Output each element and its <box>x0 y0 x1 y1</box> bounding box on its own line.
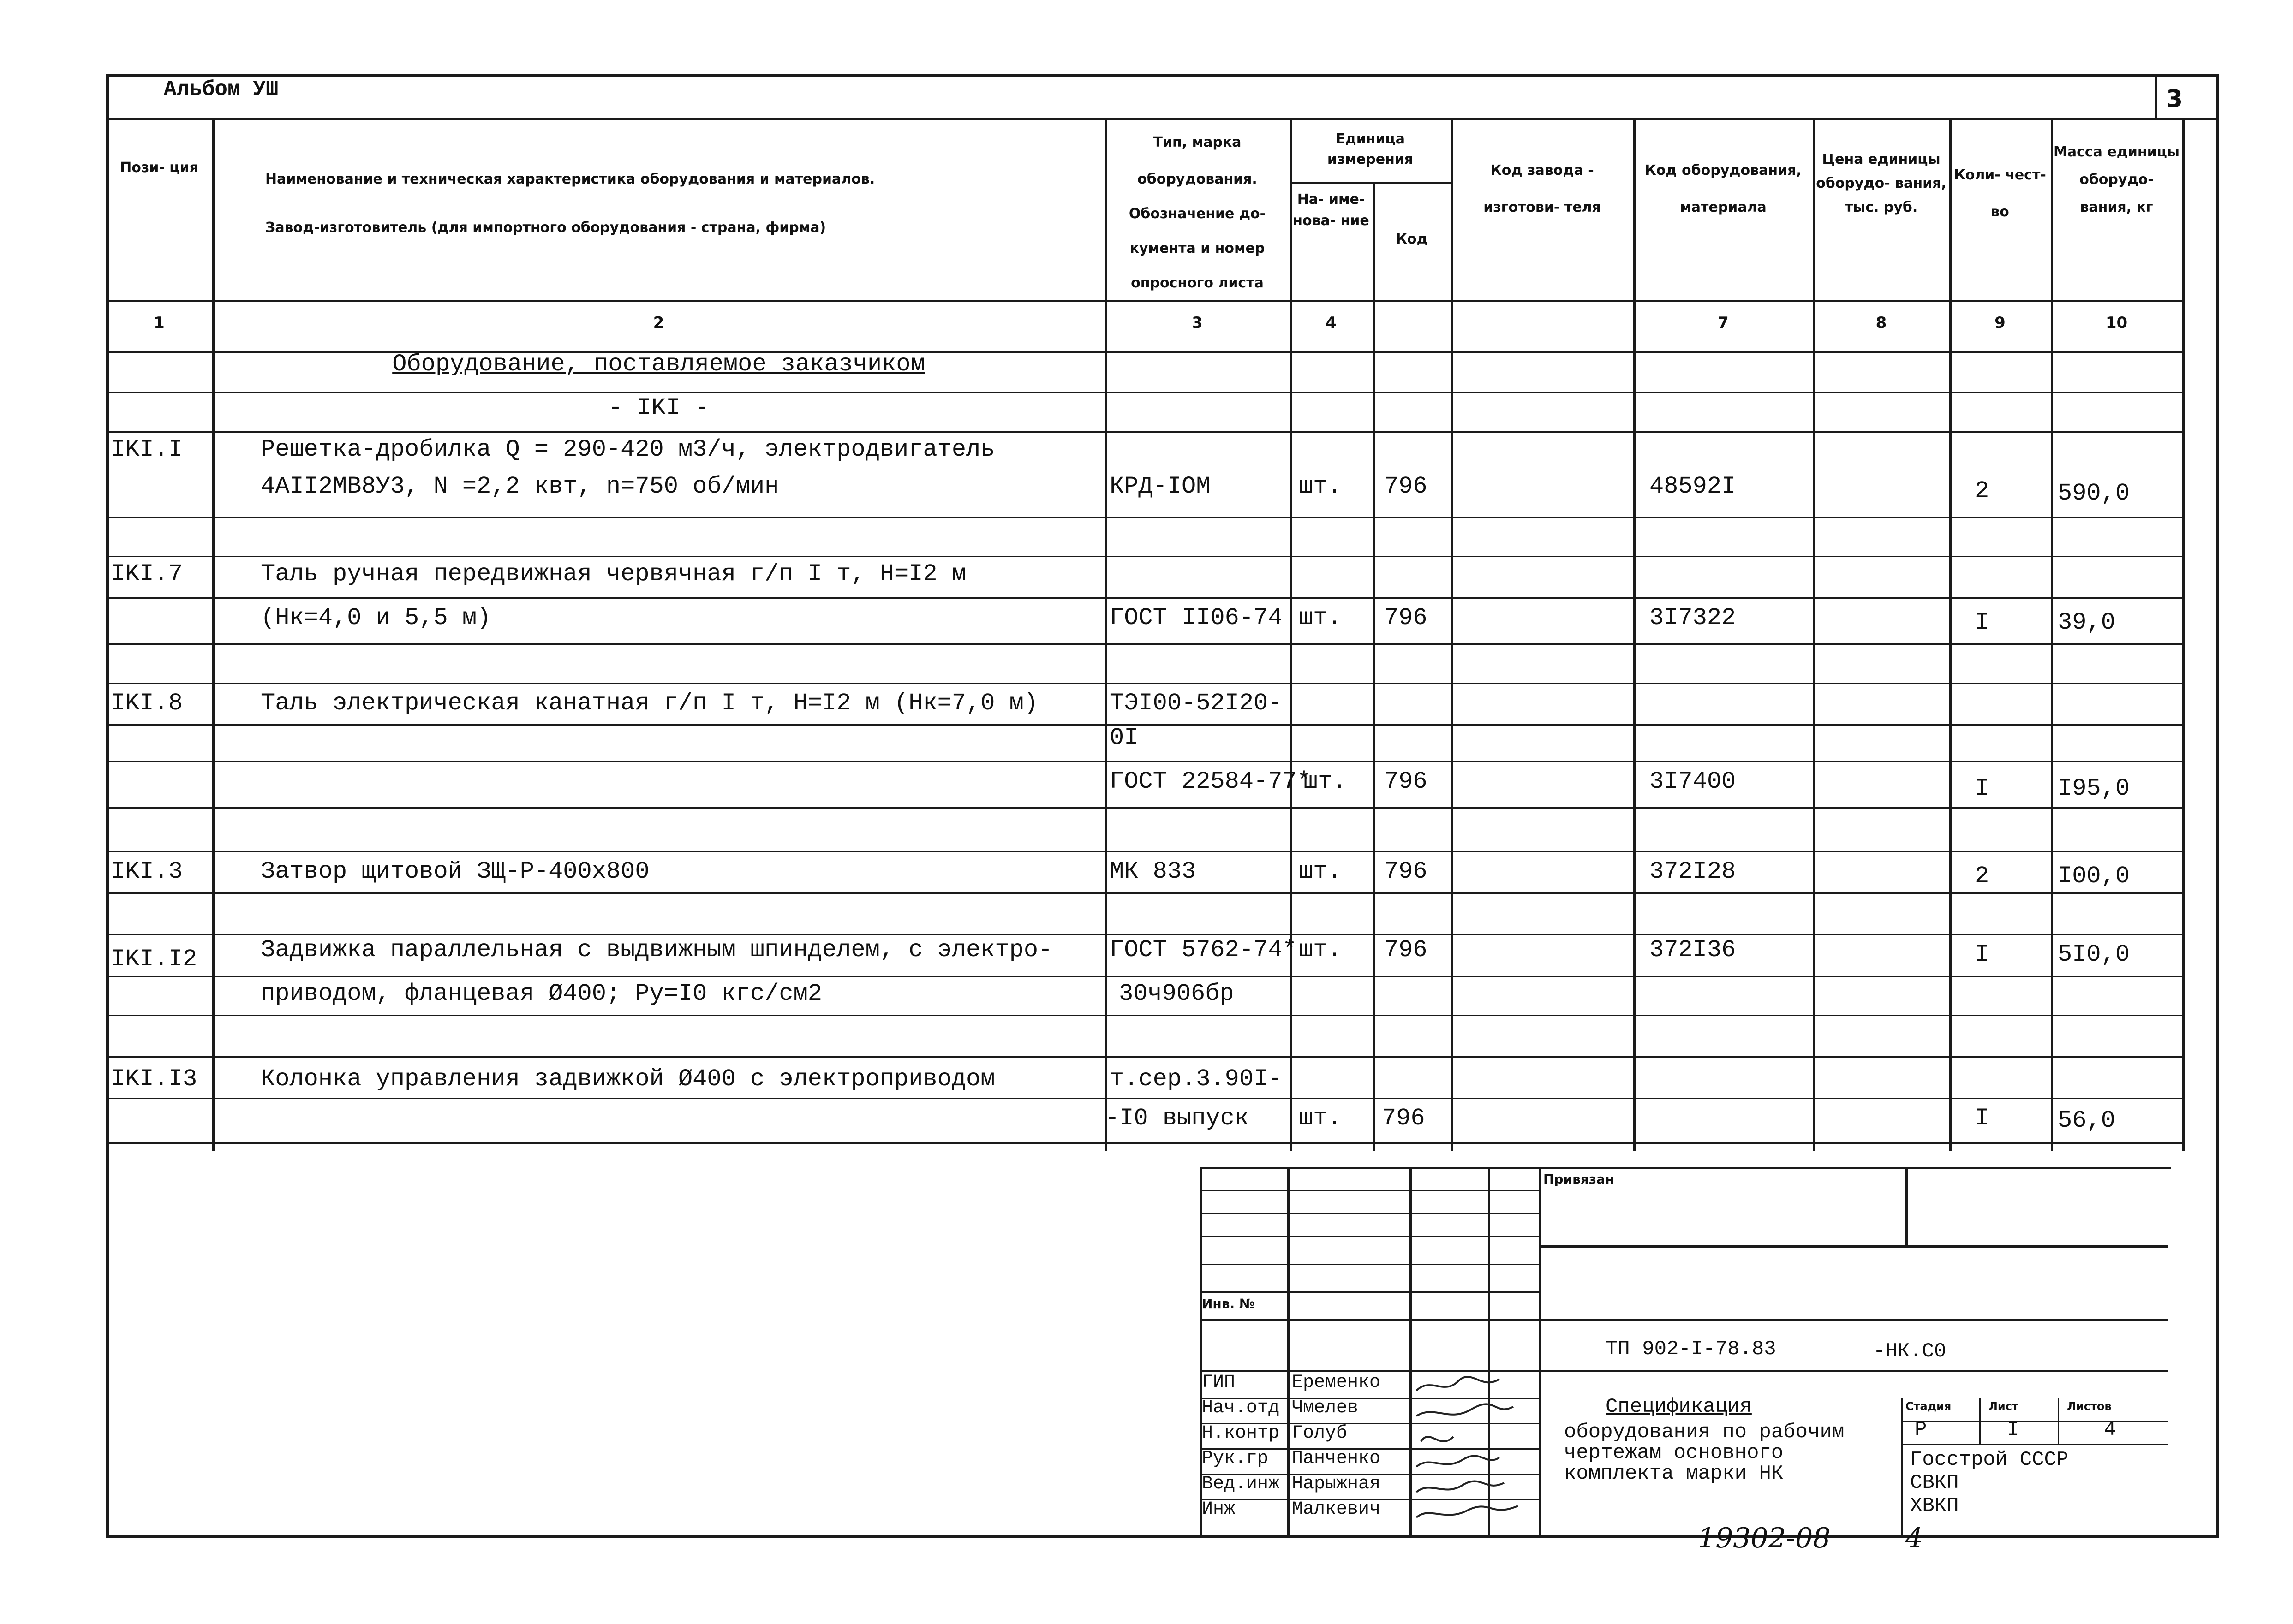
header-quantity: Коли- чест- во <box>1954 167 2046 220</box>
col-line-5 <box>1451 118 1453 1151</box>
row-line <box>106 807 2182 809</box>
stamp-col-line <box>1979 1398 1981 1444</box>
row-position: IKI.I2 <box>111 946 197 973</box>
stamp-privyazan: Привязан <box>1543 1172 1614 1187</box>
stamp-name: Панченко <box>1292 1448 1381 1469</box>
row-unit: шт. <box>1303 768 1347 795</box>
row-type: МК 833 <box>1110 858 1196 885</box>
row-unit-code: 796 <box>1384 768 1427 795</box>
stamp-name: Голуб <box>1292 1423 1348 1444</box>
row-unit-code: 796 <box>1382 1105 1425 1132</box>
row-unit-code: 796 <box>1384 858 1427 885</box>
row-mass: 56,0 <box>2058 1107 2115 1134</box>
row-type: ГОСТ 5762-74* <box>1110 936 1297 964</box>
row-type-line3: ГОСТ 22584-77* <box>1110 768 1311 795</box>
row-line <box>106 1015 2182 1016</box>
row-line <box>106 597 2182 599</box>
row-type: ГОСТ II06-74 <box>1110 604 1283 631</box>
row-line <box>106 892 2182 894</box>
header-type-line5: опросного листа <box>1131 275 1264 291</box>
row-quantity: 2 <box>1975 477 1989 505</box>
stamp-row-line <box>1200 1213 1539 1214</box>
stamp-role: Н.контр <box>1202 1423 1280 1444</box>
stamp-sheets: 4 <box>2104 1418 2116 1441</box>
footer-page-number: 4 <box>1905 1522 1923 1554</box>
colnum-10: 10 <box>2105 314 2128 332</box>
colnum-3: 3 <box>1192 314 1203 332</box>
stamp-inv-number: Инв. № <box>1202 1296 1255 1311</box>
row-line <box>106 1056 2182 1058</box>
row-unit: шт. <box>1299 473 1342 500</box>
row-line <box>106 683 2182 684</box>
row-type: КРД-IOM <box>1110 473 1211 500</box>
row-name-line2: приводом, фланцевая Ø400; Ру=I0 кгс/см2 <box>261 980 822 1007</box>
stamp-stage-label: Стадия <box>1905 1400 1952 1413</box>
row-name-line1: Колонка управления задвижкой Ø400 с электроприводом <box>261 1065 995 1093</box>
header-mass: Масса единицы оборудо- вания, кг <box>2053 144 2180 215</box>
stamp-role: Вед.инж <box>1202 1474 1280 1494</box>
header-type-line4: кумента и номер <box>1129 240 1265 256</box>
row-mass: I95,0 <box>2058 775 2130 802</box>
stamp-name: Еременко <box>1292 1372 1381 1393</box>
row-quantity: I <box>1975 609 1989 636</box>
row-position: IKI.7 <box>111 560 183 588</box>
row-position: IKI.8 <box>111 690 183 717</box>
row-mass: 5I0,0 <box>2058 941 2130 968</box>
row-name-line2: 4AII2MB8У3, N =2,2 квт, n=750 об/мин <box>261 473 779 500</box>
stamp-sheet: I <box>2007 1418 2019 1441</box>
header-position: Пози- ция <box>120 160 198 176</box>
row-mass: 39,0 <box>2058 609 2115 636</box>
colnum-2: 2 <box>653 314 664 332</box>
colnum-4: 4 <box>1326 314 1337 332</box>
stamp-role: ГИП <box>1202 1372 1236 1393</box>
sheet-number-divider <box>2155 74 2157 120</box>
stamp-org-line3: ХВКП <box>1910 1494 1959 1517</box>
row-equipment-code: 3I7322 <box>1649 604 1736 631</box>
colnum-1: 1 <box>154 314 165 332</box>
row-quantity: I <box>1975 775 1989 802</box>
header-type-line2: оборудования. <box>1137 171 1257 187</box>
row-unit-code: 796 <box>1384 473 1427 500</box>
row-line <box>106 761 2182 762</box>
row-unit-code: 796 <box>1384 936 1427 964</box>
stamp-row-line <box>1200 1236 1539 1237</box>
stamp-name: Нарыжная <box>1292 1474 1381 1494</box>
stamp-row-line <box>1200 1264 1539 1265</box>
stamp-name: Малкевич <box>1292 1499 1381 1520</box>
col-line-1 <box>212 118 215 1151</box>
stamp-doc-suffix: -НК.С0 <box>1873 1340 1947 1363</box>
stamp-org-line1: Госстрой СССР <box>1910 1448 2069 1471</box>
stamp-sheet-label: Лист <box>1988 1400 2018 1413</box>
row-name-line1: Таль ручная передвижная червячная г/п I т, Н=I2 м <box>261 560 967 588</box>
header-unit-name: На- име- нова- ние <box>1293 191 1369 229</box>
footer-archive-number: 19302-08 <box>1698 1522 1831 1554</box>
stamp-col-line <box>1905 1167 1908 1245</box>
album-label: Альбом УШ <box>164 77 279 101</box>
stamp-col-line <box>1287 1167 1290 1536</box>
row-name-line1: Задвижка параллельная с выдвижным шпинделем, с электро- <box>261 936 1053 964</box>
row-unit: шт. <box>1299 858 1342 885</box>
stamp-role: Инж <box>1202 1499 1236 1520</box>
row-line <box>106 517 2182 518</box>
row-name-line1: Таль электрическая канатная г/п I т, Н=I2 м (Нк=7,0 м) <box>261 690 1039 717</box>
header-name-line2: Завод-изготовитель (для импортного оборудования - страна, фирма) <box>265 220 826 236</box>
row-line <box>106 1098 2182 1099</box>
row-position: IKI.I3 <box>111 1065 197 1093</box>
section-title: Оборудование, поставляемое заказчиком <box>392 351 925 378</box>
row-line <box>106 851 2182 852</box>
header-unit-code: Код <box>1396 231 1428 247</box>
row-line <box>106 392 2182 393</box>
stamp-col-line <box>1539 1167 1541 1536</box>
header-unit-group: Единица измерения <box>1327 131 1414 167</box>
table-bottom-line <box>106 1142 2182 1144</box>
stamp-title-line1: Спецификация <box>1606 1395 1752 1418</box>
row-equipment-code: 3I7400 <box>1649 768 1736 795</box>
stamp-row-line <box>1200 1190 1539 1191</box>
row-position: IKI.I <box>111 436 183 463</box>
row-type-line1: т.сер.3.90I- <box>1110 1065 1283 1093</box>
stamp-title-line2: оборудования по рабочим <box>1564 1421 1845 1444</box>
row-unit: шт. <box>1299 936 1342 964</box>
header-name-line1: Наименование и техническая характеристика оборудования и материалов. <box>265 171 875 187</box>
row-position: IKI.3 <box>111 858 183 885</box>
row-equipment-code: 372I28 <box>1649 858 1736 885</box>
row-name-line1: Затвор щитовой ЗЩ-Р-400х800 <box>261 858 650 885</box>
row-name-line2: (Нк=4,0 и 5,5 м) <box>261 604 491 631</box>
col-line-9 <box>2051 118 2053 1151</box>
stamp-row-line <box>1539 1245 2168 1248</box>
colnum-8: 8 <box>1875 314 1887 332</box>
col-line-6 <box>1633 118 1636 1151</box>
row-type-line2: -I0 выпуск <box>1105 1105 1249 1132</box>
stamp-role: Нач.отд <box>1202 1398 1280 1418</box>
row-equipment-code: 372I36 <box>1649 936 1736 964</box>
row-quantity: I <box>1975 941 1989 968</box>
row-quantity: I <box>1975 1105 1989 1132</box>
stamp-org-line2: СВКП <box>1910 1471 1959 1494</box>
stamp-stage: Р <box>1915 1418 1927 1441</box>
row-quantity: 2 <box>1975 863 1989 890</box>
row-type-line2: 0I <box>1110 724 1139 751</box>
stamp-row-line <box>1901 1444 2168 1445</box>
header-type-line1: Тип, марка <box>1153 134 1242 150</box>
stamp-row-line <box>1901 1421 2168 1422</box>
row-name-line1: Решетка-дробилка Q = 290-420 м3/ч, электродвигатель <box>261 436 995 463</box>
stamp-row-line <box>1200 1319 1539 1321</box>
stamp-role: Рук.гр <box>1202 1448 1269 1469</box>
row-line <box>106 724 2182 726</box>
col-line-4 <box>1373 182 1375 1151</box>
signatures-icon <box>1412 1372 1536 1529</box>
stamp-row-line <box>1539 1319 2168 1321</box>
stamp-title-line3: чертежам основного <box>1564 1441 1784 1464</box>
row-unit: шт. <box>1299 1105 1342 1132</box>
colnum-7: 7 <box>1718 314 1729 332</box>
colnum-9: 9 <box>1994 314 2006 332</box>
row-mass: 590,0 <box>2058 480 2130 507</box>
stamp-doc-code: ТП 902-I-78.83 <box>1606 1338 1776 1361</box>
stamp-title-line4: комплекта марки НК <box>1564 1462 1784 1485</box>
row-equipment-code: 48592I <box>1649 473 1736 500</box>
unit-group-line <box>1290 182 1451 184</box>
stamp-sheets-label: Листов <box>2067 1400 2112 1413</box>
col-line-7 <box>1813 118 1815 1151</box>
row-line <box>106 643 2182 645</box>
row-mass: I00,0 <box>2058 863 2130 890</box>
top-strip-line <box>106 118 2219 120</box>
header-equipment-code: Код оборудования, материала <box>1645 162 1802 215</box>
col-line-3 <box>1290 118 1292 1151</box>
row-type-line2: 30ч906бр <box>1119 980 1234 1007</box>
row-unit: шт. <box>1299 604 1342 631</box>
row-line <box>106 556 2182 557</box>
stamp-col-line <box>2058 1398 2059 1444</box>
header-bottom-line <box>106 300 2182 302</box>
stamp-row-line <box>1200 1291 1539 1293</box>
row-line <box>106 976 2182 977</box>
stamp-name: Чмелев <box>1292 1398 1359 1418</box>
col-line-8 <box>1949 118 1952 1151</box>
row-unit-code: 796 <box>1384 604 1427 631</box>
section-subtitle: - IKI - <box>608 394 709 422</box>
header-factory-code: Код завода - изготови- теля <box>1483 162 1601 215</box>
sheet-number: 3 <box>2166 85 2183 113</box>
row-line <box>106 934 2182 935</box>
row-type-line1: ТЭI00-52I20- <box>1110 690 1283 717</box>
stamp-col-line <box>1901 1398 1903 1536</box>
header-unit-price: Цена единицы оборудо- вания, тыс. руб. <box>1816 151 1947 215</box>
header-type-line3: Обозначение до- <box>1129 206 1266 222</box>
col-line-10 <box>2182 118 2185 1151</box>
row-line <box>106 431 2182 433</box>
